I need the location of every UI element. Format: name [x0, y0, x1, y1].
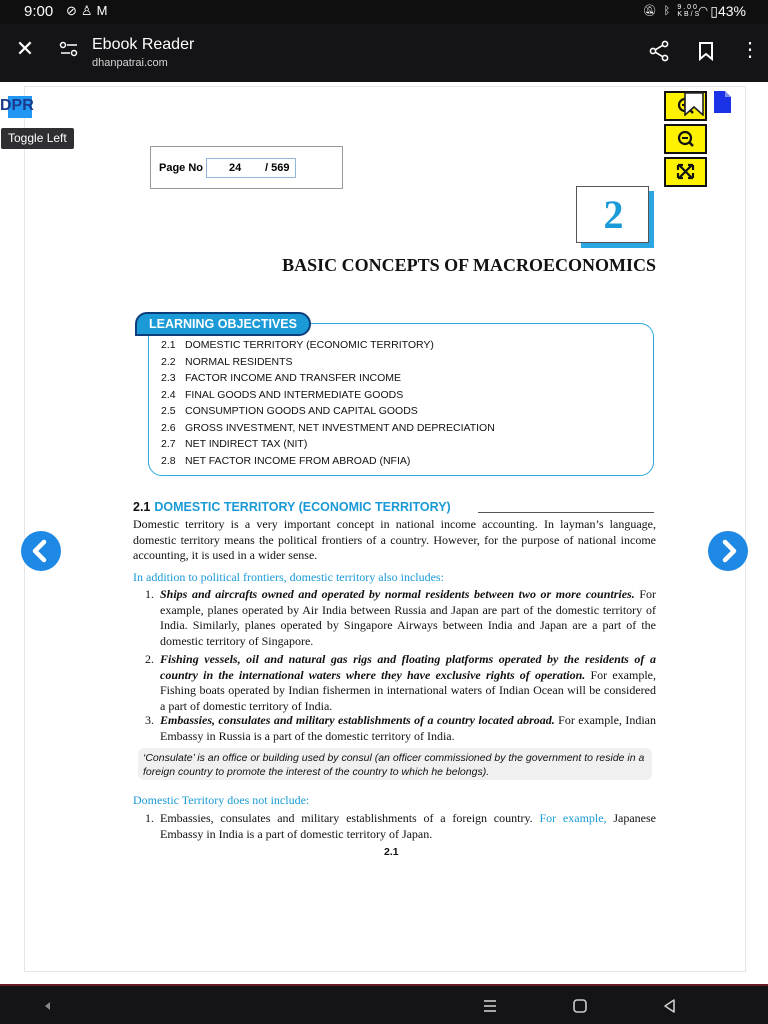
close-icon[interactable]: ✕ [15, 36, 35, 61]
section-rule [478, 512, 654, 513]
section-heading: 2.1 DOMESTIC TERRITORY (ECONOMIC TERRITORY) [133, 500, 451, 514]
excludes-heading: Domestic Territory does not include: [133, 793, 310, 807]
chapter-number-box [576, 186, 654, 248]
chapter-number: 2 [603, 192, 624, 237]
next-page-icon[interactable] [708, 531, 748, 571]
app-bar [0, 24, 768, 82]
zoom-out-icon[interactable] [664, 124, 707, 154]
app-subtitle: dhanpatrai.com [92, 57, 168, 69]
prev-page-icon[interactable] [21, 531, 61, 571]
chapter-title: BASIC CONCEPTS OF MACROECONOMICS [282, 255, 656, 275]
wifi-icon: ◠ [698, 5, 710, 17]
more-vert-icon[interactable]: ⋮ [740, 39, 760, 61]
list-item: 2.3 FACTOR INCOME AND TRANSFER INCOME [161, 372, 402, 384]
page-bookmark-icon[interactable] [683, 92, 705, 116]
back-small-icon[interactable] [38, 996, 58, 1016]
gmail-icon: M [96, 3, 112, 18]
system-icons [643, 4, 710, 18]
list-item: 2.5 CONSUMPTION GOODS AND CAPITAL GOODS [161, 405, 418, 417]
toggle-left-tooltip[interactable]: Toggle Left [1, 128, 74, 149]
bluetooth-icon: ᛒ [663, 5, 673, 17]
intro-paragraph: Domestic territory is a very important concept in national income accounting. In layman’s language, domestic territory means the political frontiers of a country. However, for the purpose of national income accounting, it is used in a wider sense. [133, 517, 656, 562]
list-item: 1. Ships and aircrafts owned and operated by normal residents between two or more countries. For example, planes operated by Air India between Russia and Japan are part of the domestic territory of India. Similarly, planes operated by Singapore Airways between India and Japan are a part of the domestic territory of Singapore. [145, 587, 656, 648]
current-page: 24 [229, 162, 242, 174]
dpr-logo: DPR [0, 96, 36, 118]
document-icon[interactable] [712, 91, 732, 113]
user-icon: ♙ [80, 3, 97, 18]
recents-icon[interactable] [480, 996, 500, 1016]
notification-icons [66, 3, 111, 19]
back-icon[interactable] [660, 996, 680, 1016]
settings-icon[interactable] [58, 38, 80, 60]
page-footer-number: 2.1 [384, 846, 399, 858]
system-navigation-bar [0, 984, 768, 1024]
status-bar [0, 0, 768, 24]
mute-icon: 🔕︎ [642, 5, 659, 17]
data-speed-icon: 9.00 KB/S [677, 4, 702, 19]
list-item: 2.1 DOMESTIC TERRITORY (ECONOMIC TERRITORY) [161, 339, 434, 351]
page-no-label: Page No [159, 162, 204, 174]
app-title: Ebook Reader [92, 36, 195, 53]
learning-objectives-list [161, 339, 495, 471]
list-item: 3. Embassies, consulates and military establishments of a country located abroad. For example, Indian Embassy in Russia is a part of the domestic territory of India. [145, 713, 656, 743]
consulate-note: ‘Consulate’ is an office or building used by consul (an officer commissioned by the government to reside in a foreign country to promote the interest of the country to which he belongs). [138, 748, 652, 780]
list-item: 2.6 GROSS INVESTMENT, NET INVESTMENT AND DEPRECIATION [161, 421, 495, 434]
list-item: 2.7 NET INDIRECT TAX (NIT) [161, 438, 308, 450]
home-icon[interactable] [570, 996, 590, 1016]
fullscreen-icon[interactable] [664, 157, 707, 187]
battery-indicator: ▯43% [710, 3, 746, 19]
share-icon[interactable] [648, 40, 670, 62]
list-item: 1. Embassies, consulates and military establishments of a foreign country. For example, Japanese Embassy in India is a part of domestic territory of Japan. [145, 811, 656, 841]
page-number-input[interactable] [206, 158, 296, 178]
learning-objectives-label: LEARNING OBJECTIVES [135, 312, 311, 336]
list-item: 2.2 NORMAL RESIDENTS [161, 355, 293, 368]
bookmark-icon[interactable] [697, 41, 715, 61]
list-item: 2. Fishing vessels, oil and natural gas rigs and floating platforms operated by the residents of a country in the international waters where they have exclusive rights of operation. For example, Fishing boats operated by Indian fishermen in international waters of Indian Ocean will be considered a part of domestic territory of India. [145, 652, 656, 713]
do-not-disturb-icon: ⊘ [66, 3, 81, 18]
includes-heading: In addition to political frontiers, domestic territory also includes: [133, 570, 444, 584]
total-pages: / 569 [265, 162, 290, 174]
list-item: 2.8 NET FACTOR INCOME FROM ABROAD (NFIA) [161, 454, 411, 467]
list-item: 2.4 FINAL GOODS AND INTERMEDIATE GOODS [161, 388, 404, 401]
page-number-navigator [150, 146, 343, 189]
clock: 9:00 [24, 3, 54, 20]
